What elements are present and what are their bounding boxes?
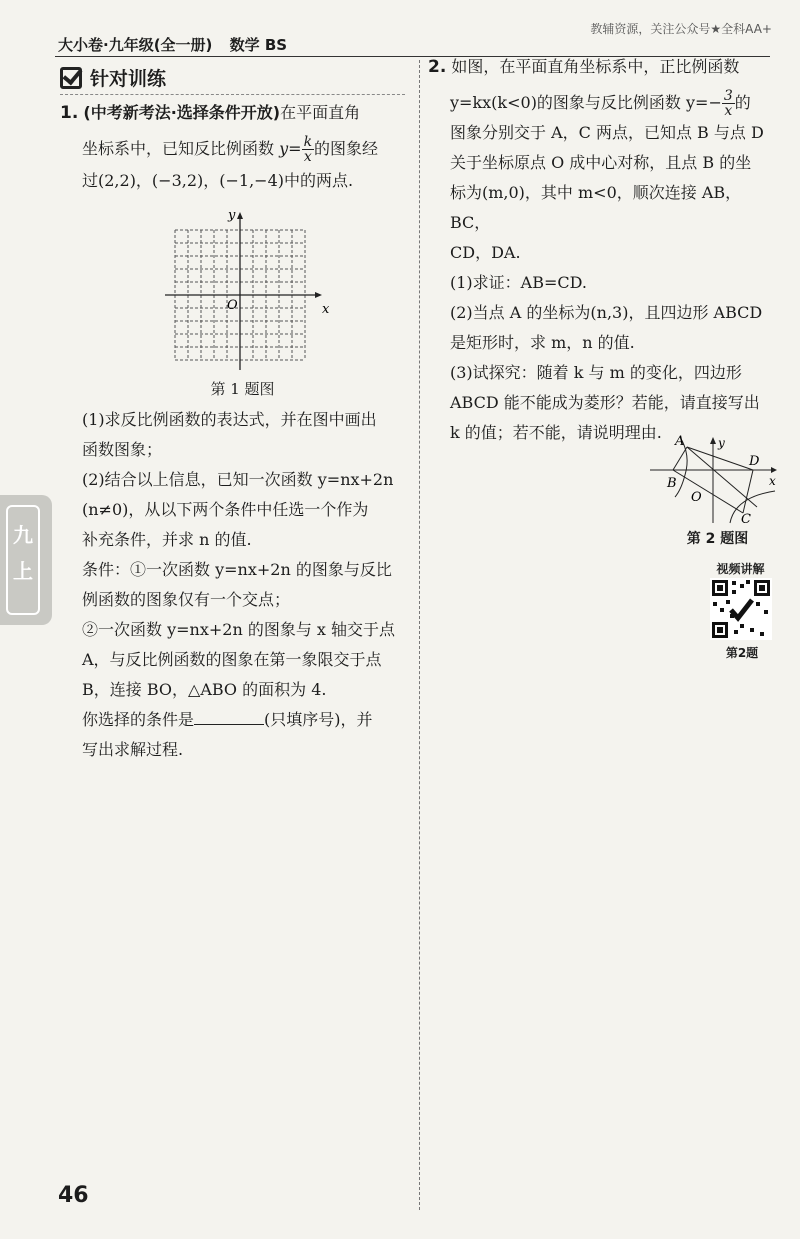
q1-frac-num: k (303, 134, 313, 150)
q1-intro-2a: 坐标系中，已知反比例函数 (82, 139, 275, 158)
q2-label-c: C (741, 512, 751, 525)
q1-part2-line2: (n≠0)，从以下两个条件中任选一个作为 (82, 500, 369, 519)
checkbox-icon (60, 67, 82, 89)
q1-axis-x-label: x (322, 302, 330, 317)
q2-frac-num: 3 (723, 88, 733, 104)
q1-part1-line2: 函数图象； (82, 440, 163, 459)
q2-label-o: O (691, 490, 702, 505)
q2-label-x: x (769, 474, 776, 488)
q2-label-y: y (718, 436, 725, 450)
q1-fraction (302, 135, 314, 164)
q1-condition2-line2: A，与反比例函数的图象在第一象限交于点 (82, 650, 382, 669)
question-1-grid-figure (160, 205, 335, 375)
q1-condition2-line1: ②一次函数 y=nx+2n 的图象与 x 轴交于点 (82, 620, 396, 639)
q2-line2b: 的 (734, 93, 751, 112)
q1-choose-prefix: 你选择的条件是 (82, 710, 195, 729)
q2-part1: (1)求证：AB=CD. (450, 273, 587, 292)
q1-condition1-line2: 例函数的图象仅有一个交点； (82, 590, 291, 609)
q2-y-arrow (710, 437, 716, 444)
qr-code-icon[interactable] (710, 578, 772, 640)
section-title: 针对训练 (90, 68, 167, 90)
q2-fraction (722, 89, 735, 118)
q1-frac-den: x (303, 149, 312, 165)
question-1-number: 1. (60, 103, 79, 123)
q1-part1-line1: (1)求反比例函数的表达式，并在图中画出 (82, 410, 377, 429)
q2-line3: 图象分别交于 A，C 两点，已知点 B 与点 D (450, 123, 764, 142)
q2-part3-line3: k 的值；若不能，请说明理由. (450, 423, 662, 442)
book-subject: 数学 BS (229, 36, 288, 54)
q2-line5: 标为(m,0)，其中 m<0，顺次连接 AB，BC， (450, 183, 742, 232)
q2-line1: 如图，在平面直角坐标系中，正比例函数 (451, 57, 740, 76)
q1-intro-2b: 的图象经 (314, 139, 379, 158)
q2-frac-den: x (724, 103, 733, 119)
q1-axis-y-label: y (228, 208, 236, 223)
question-2-figure (645, 435, 780, 525)
question-2-number: 2. (428, 57, 447, 77)
q2-line2a: y=kx(k<0)的图象与反比例函数 y=− (450, 93, 722, 112)
section-heading (60, 64, 166, 91)
page-number: 46 (58, 1183, 89, 1208)
column-divider (419, 60, 420, 1210)
q2-label-a: A (675, 435, 685, 449)
q1-choose-suffix: (只填序号)，并 (264, 710, 373, 729)
q2-part3-line2: ABCD 能不能成为菱形？若能，请直接写出 (450, 393, 760, 412)
side-tab-char-1: 九 (13, 523, 33, 547)
question-1-parts (82, 405, 412, 765)
q1-condition1-line1: 条件：①一次函数 y=nx+2n 的图象与反比 (82, 560, 392, 579)
q2-line4: 关于坐标原点 O 成中心对称，且点 B 的坐 (450, 153, 752, 172)
q2-line2 (428, 88, 778, 118)
q1-intro-3: 过(2,2)，(−3,2)，(−1,−4)中的两点. (82, 171, 354, 190)
book-series: 大小卷·九年级(全一册) (58, 36, 213, 54)
q2-line6: CD，DA. (450, 243, 521, 262)
question-2-text (428, 52, 778, 448)
q1-intro-2-y: y= (279, 139, 302, 158)
watermark-text: 教辅资源，关注公众号★全科AA+ (590, 22, 772, 36)
q2-part2-line2: 是矩形时，求 m，n 的值. (450, 333, 635, 352)
q1-part2-line3: 补充条件，并求 n 的值. (82, 530, 252, 549)
q2-x-arrow (771, 467, 777, 473)
q1-choose-line2: 写出求解过程. (82, 740, 184, 759)
question-1-figure-caption: 第 1 题图 (210, 380, 275, 398)
question-1-tag: (中考新考法·选择条件开放) (83, 103, 281, 122)
q2-part2-line1: (2)当点 A 的坐标为(n,3)，且四边形 ABCD (450, 303, 763, 322)
q1-part2-line1: (2)结合以上信息，已知一次函数 y=nx+2n (82, 470, 394, 489)
qr-caption: 第2题 (725, 646, 759, 660)
running-header (58, 34, 299, 55)
q1-intro-1: 在平面直角 (280, 103, 361, 122)
video-explanation-label: 视频讲解 (716, 562, 765, 576)
q2-label-d: D (749, 454, 760, 469)
q1-condition2-line3: B，连接 BO，△ABO 的面积为 4. (82, 680, 327, 699)
q2-label-b: B (667, 476, 677, 491)
q1-origin-label: O (227, 298, 238, 313)
answer-blank[interactable] (194, 706, 264, 725)
question-1-intro (60, 98, 410, 196)
q2-part3-line1: (3)试探究：随着 k 与 m 的变化，四边形 (450, 363, 742, 382)
heading-rule (60, 94, 405, 95)
question-2-figure-caption: 第 2 题图 (686, 531, 749, 547)
side-tab-char-2: 上 (13, 559, 33, 583)
q1-choose-line (82, 705, 412, 735)
grade-side-tab-label (6, 505, 40, 615)
